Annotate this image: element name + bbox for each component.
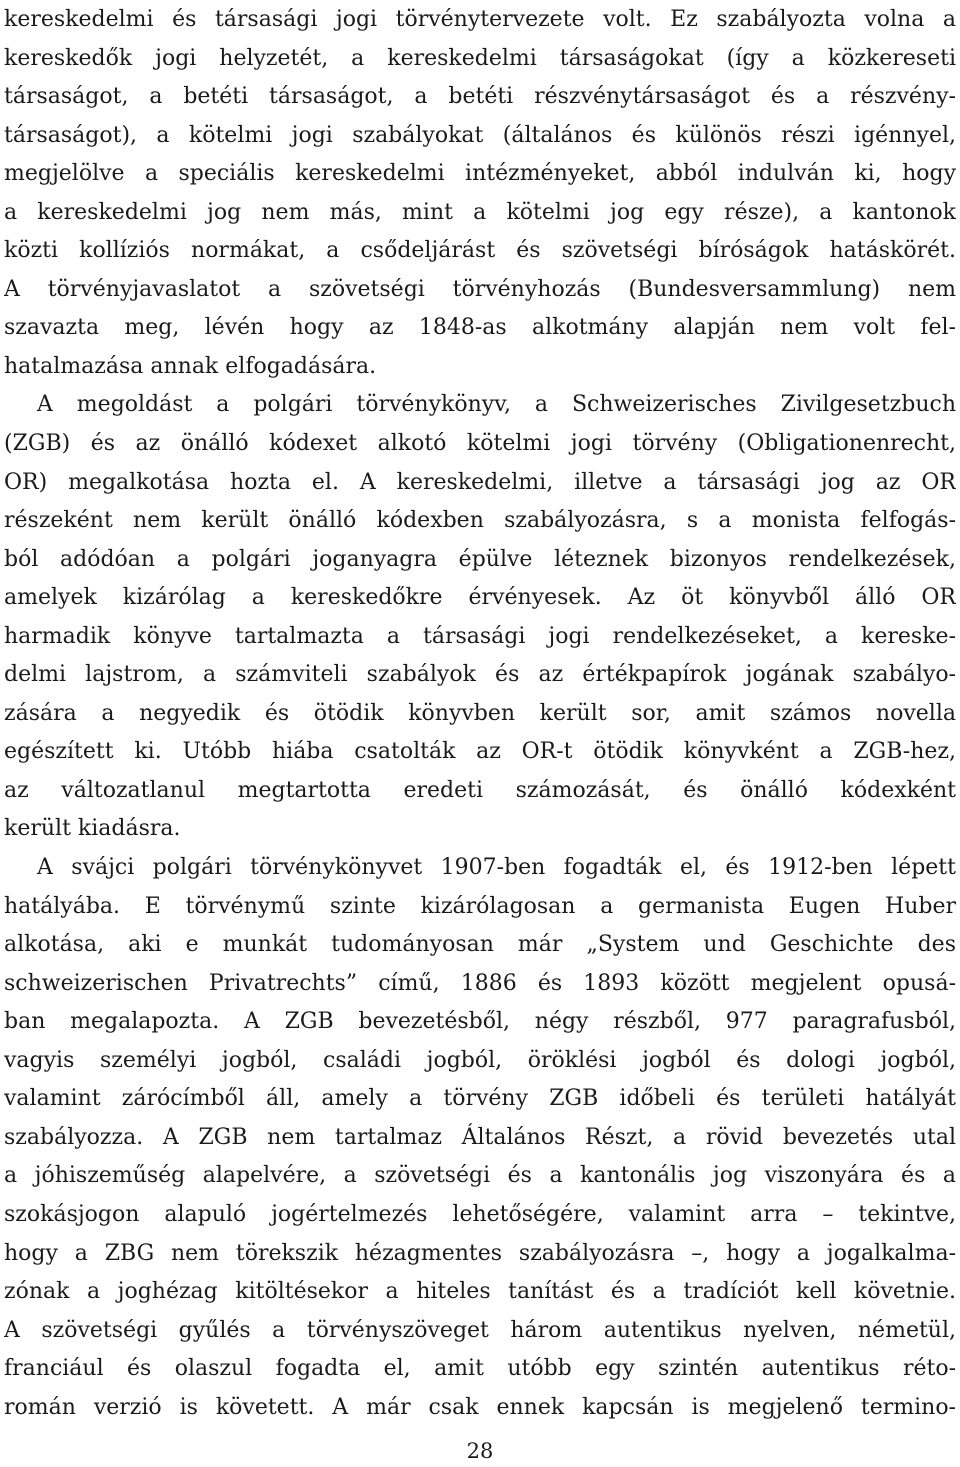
text-line: szavazta meg, lévén hogy az 1848-as alkotmány alapján nem volt fel- <box>4 315 956 341</box>
text-line: kereskedők jogi helyzetét, a kereskedelmi társaságokat (így a közkereseti <box>4 45 956 71</box>
text-line: alkotása, aki e munkát tudományosan már „System und Geschichte des <box>4 932 956 958</box>
text-line: hatályába. E törvénymű szinte kizárólagosan a germanista Eugen Huber <box>4 893 956 919</box>
text-line: ban megalapozta. A ZGB bevezetésből, négy részből, 977 paragrafusból, <box>4 1009 956 1035</box>
page-number: 28 <box>466 1439 494 1463</box>
text-line: vagyis személyi jogból, családi jogból, öröklési jogból és dologi jogból, <box>4 1047 956 1073</box>
text-line: társaságot, a betéti társaságot, a betéti részvénytársaságot és a részvény- <box>4 84 956 110</box>
text-line: kereskedelmi és társasági jogi törvénytervezete volt. Ez szabályozta volna a <box>4 7 956 32</box>
text-line: franciául és olaszul fogadta el, amit utóbb egy szintén autentikus réto- <box>4 1356 956 1382</box>
text-line: szabályozza. A ZGB nem tartalmaz Általános Részt, a rövid bevezetés utal <box>4 1124 956 1150</box>
text-line: amelyek kizárólag a kereskedőkre érvényesek. Az öt könyvből álló OR <box>4 585 956 611</box>
text-line: az változatlanul megtartotta eredeti számozását, és önálló kódexként <box>4 777 956 803</box>
text-line: (ZGB) és az önálló kódexet alkotó kötelmi jogi törvény (Obligationenrecht, <box>4 431 956 457</box>
text-line: szokásjogon alapuló jogértelmezés lehetőségére, valamint arra – tekintve, <box>4 1201 956 1227</box>
text-line: A törvényjavaslatot a szövetségi törvényhozás (Bundesversammlung) nem <box>4 276 956 302</box>
text-line: a jóhiszeműség alapelvére, a szövetségi és a kantonális jog viszonyára és a <box>4 1163 956 1189</box>
document-body <box>4 1 956 1427</box>
text-line: A megoldást a polgári törvénykönyv, a Schweizerisches Zivilgesetzbuch <box>37 392 956 418</box>
text-line: közti kollíziós normákat, a csődeljárást és szövetségi bíróságok hatáskörét. <box>4 238 956 264</box>
text-line: ból adódóan a polgári joganyagra épülve léteznek bizonyos rendelkezések, <box>4 546 956 572</box>
text-line: delmi lajstrom, a számviteli szabályok és az értékpapírok jogának szabályo- <box>4 662 956 688</box>
text-line: harmadik könyve tartalmazta a társasági jogi rendelkezéseket, a kereske- <box>4 623 956 649</box>
text-line: a kereskedelmi jog nem más, mint a kötelmi jog egy része), a kantonok <box>4 199 956 225</box>
text-line: OR) megalkotása hozta el. A kereskedelmi, illetve a társasági jog az OR <box>4 469 956 495</box>
text-line: hogy a ZBG nem törekszik hézagmentes szabályozásra –, hogy a jogalkalma- <box>4 1240 956 1266</box>
text-line: zónak a joghézag kitöltésekor a hiteles tanítást és a tradíciót kell követnie. <box>4 1279 956 1305</box>
text-line: valamint zárócímből áll, amely a törvény ZGB időbeli és területi hatályát <box>4 1086 956 1112</box>
text-line: román verzió is követett. A már csak ennek kapcsán is megjelenő termino- <box>4 1394 956 1420</box>
text-line: társaságot), a kötelmi jogi szabályokat (általános és különös részi igénnyel, <box>4 122 956 148</box>
text-line: schweizerischen Privatrechts” című, 1886 és 1893 között megjelent opusá- <box>4 970 956 996</box>
text-line: A svájci polgári törvénykönyvet 1907-ben fogadták el, és 1912-ben lépett <box>37 855 956 881</box>
text-line: hatalmazása annak elfogadására. <box>4 353 377 379</box>
text-line: részeként nem került önálló kódexben szabályozásra, s a monista felfogás- <box>4 508 956 534</box>
text-line: megjelölve a speciális kereskedelmi intézményeket, abból indulván ki, hogy <box>4 161 956 187</box>
text-line: A szövetségi gyűlés a törvényszöveget három autentikus nyelven, németül, <box>4 1317 956 1343</box>
text-line: zására a negyedik és ötödik könyvben került sor, amit számos novella <box>4 700 956 726</box>
text-line: egészített ki. Utóbb hiába csatolták az OR-t ötödik könyvként a ZGB-hez, <box>4 739 956 765</box>
text-line: került kiadásra. <box>4 816 181 842</box>
